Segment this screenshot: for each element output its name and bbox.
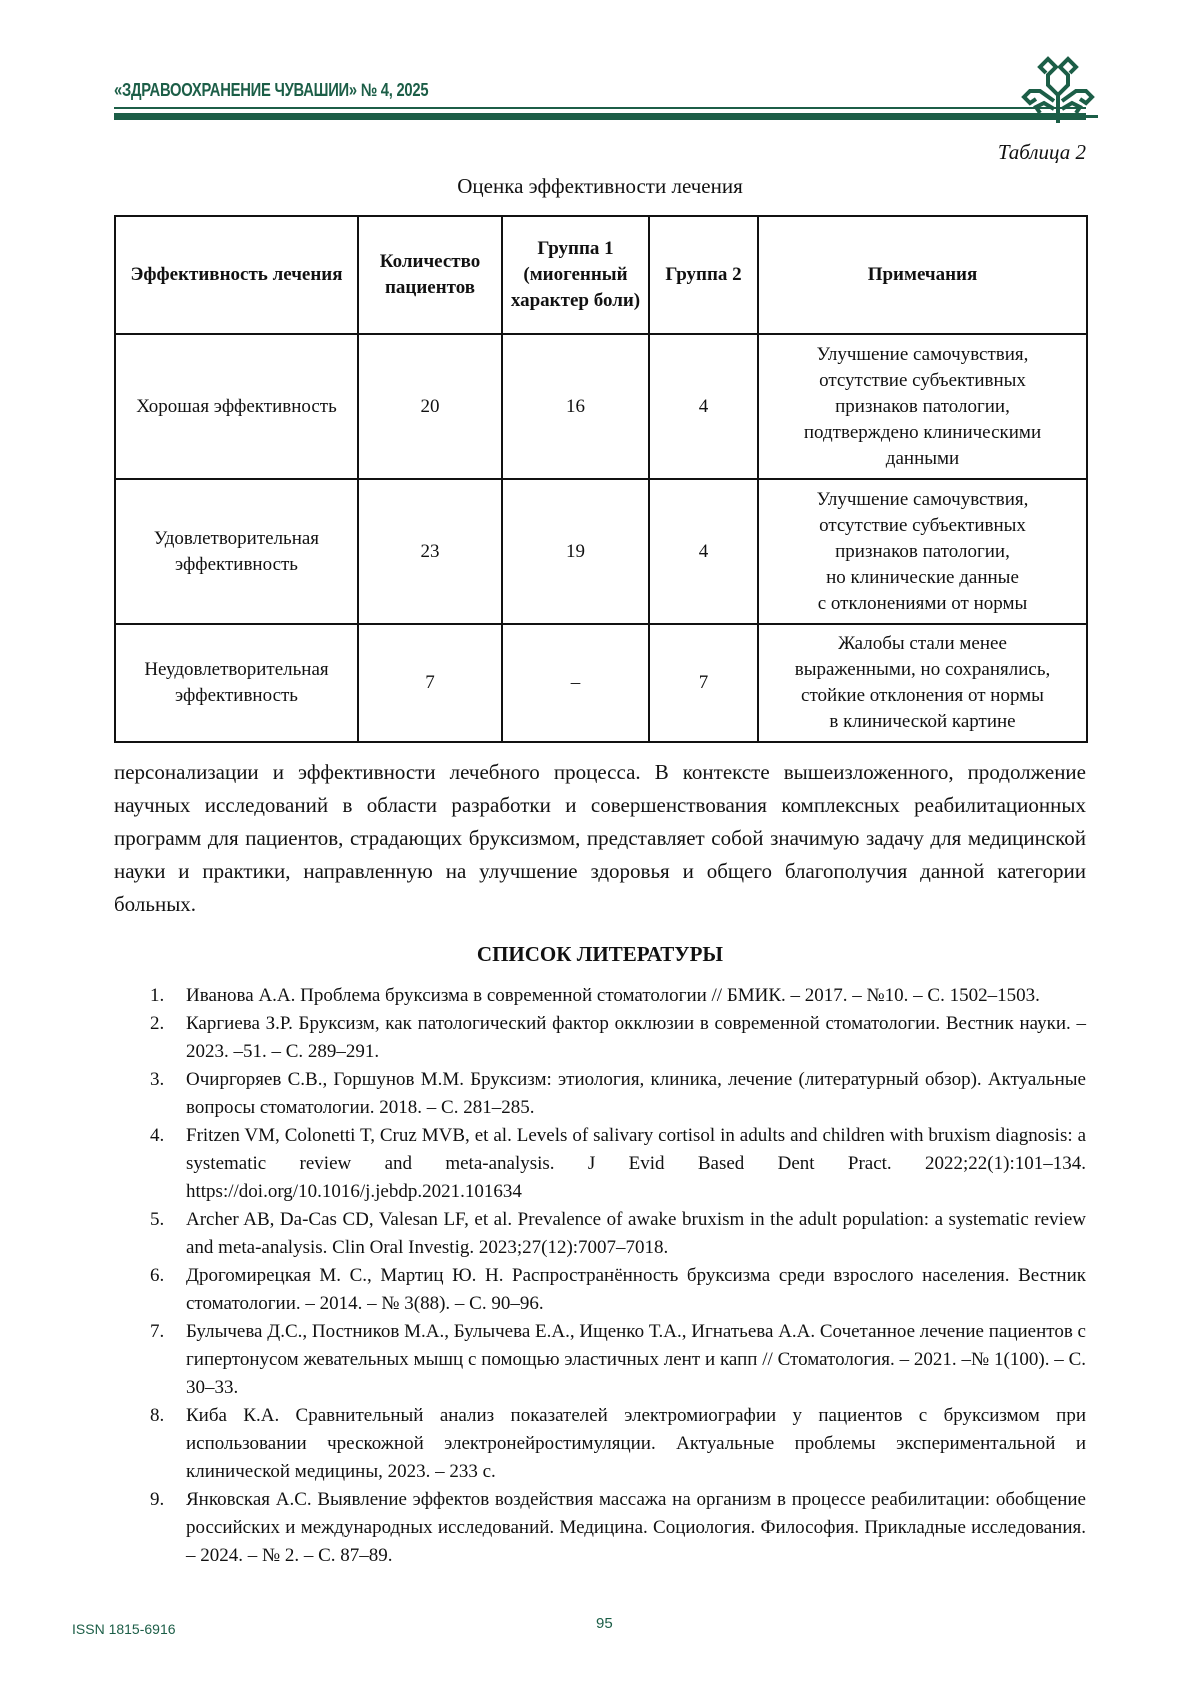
reference-item bbox=[114, 1010, 1086, 1066]
cell-group1: 19 bbox=[502, 479, 649, 624]
reference-item bbox=[114, 1262, 1086, 1318]
table-header-row bbox=[115, 216, 1087, 334]
note-line: Улучшение самочувствия, bbox=[816, 343, 1029, 365]
reference-number: 4. bbox=[150, 1125, 165, 1146]
reference-item bbox=[114, 1486, 1086, 1570]
column-header-group2: Группа 2 bbox=[649, 216, 758, 334]
note-line: подтверждено клиническими bbox=[803, 421, 1042, 443]
body-paragraph: персонализации и эффективности лечебного процесса. В контексте вышеизложенного, продолжение научных исследований в области разработки и совершенствования комплексных реабилитационных программ для пациентов, страдающих бруксизмом, представляет собой значимую задачу для медицинской науки и практики, направленную на улучшение здоровья и общего благополучия данной категории больных. bbox=[114, 760, 1086, 916]
cell-patients: 23 bbox=[358, 479, 502, 624]
page-number: 95 bbox=[596, 1615, 613, 1632]
efficacy-table bbox=[114, 215, 1088, 743]
note-line: но клинические данные bbox=[826, 566, 1019, 588]
note-line: стойкие отклонения от нормы bbox=[801, 685, 1044, 706]
footer-issn: ISSN 1815-6916 bbox=[72, 1621, 176, 1637]
note-line: в клинической картине bbox=[829, 711, 1016, 732]
chuvash-tree-emblem-icon bbox=[1018, 55, 1098, 125]
reference-text: Fritzen VM, Colonetti T, Cruz MVB, et al. Levels of salivary cortisol in adults and children with bruxism diagnosis: a systematic review and meta-analysis. J Evid Based Dent Pract. 2022;22(1):101–134. https://doi.org/10.1016/j.jebdp.2021.101634 bbox=[186, 1125, 1086, 1202]
reference-text: Янковская А.С. Выявление эффектов воздействия массажа на организм в процессе реабилитации: обобщение российских и международных исследований. Медицина. Социология. Философия. Прикладные исследования. – 2024. – № 2. – С. 87–89. bbox=[186, 1489, 1086, 1566]
reference-number: 9. bbox=[150, 1489, 165, 1510]
reference-item bbox=[114, 1402, 1086, 1486]
reference-item bbox=[114, 1066, 1086, 1122]
references-list bbox=[114, 982, 1086, 1570]
reference-item bbox=[114, 982, 1086, 1010]
reference-item bbox=[114, 1318, 1086, 1402]
reference-text: Иванова А.А. Проблема бруксизма в современной стоматологии // БМИК. – 2017. – №10. – С. 1502–1503. bbox=[186, 985, 1040, 1006]
column-header-group1: Группа 1 (миогенный характер боли) bbox=[502, 216, 649, 334]
reference-number: 8. bbox=[150, 1405, 165, 1426]
reference-number: 2. bbox=[150, 1013, 165, 1034]
reference-text: Дрогомирецкая М. С., Мартиц Ю. Н. Распространённость бруксизма среди взрослого населения. Вестник стоматологии. – 2014. – № 3(88). – С. 90–96. bbox=[186, 1265, 1086, 1314]
cell-notes bbox=[758, 479, 1087, 624]
table-title: Оценка эффективности лечения bbox=[457, 174, 743, 198]
column-header-patients: Количество пациентов bbox=[358, 216, 502, 334]
cell-efficacy: Хорошая эффективность bbox=[115, 334, 358, 479]
note-line: признаков патологии, bbox=[835, 540, 1010, 562]
note-line: Улучшение самочувствия, bbox=[816, 488, 1029, 510]
note-line: отсутствие субъективных bbox=[819, 514, 1026, 536]
table-row bbox=[115, 624, 1087, 742]
reference-number: 6. bbox=[150, 1265, 165, 1286]
note-line: признаков патологии, bbox=[835, 395, 1010, 417]
reference-text: Каргиева З.Р. Бруксизм, как патологический фактор окклюзии в современной стоматологии. Вестник науки. – 2023. –51. – С. 289–291. bbox=[186, 1013, 1086, 1062]
note-line: выраженными, но сохранялись, bbox=[794, 659, 1051, 680]
reference-item bbox=[114, 1122, 1086, 1206]
cell-efficacy: Удовлетворительная эффективность bbox=[115, 479, 358, 624]
reference-text: Булычева Д.С., Постников М.А., Булычева Е.А., Ищенко Т.А., Игнатьева А.А. Сочетанное лечение пациентов с гипертонусом жевательных мышц с помощью эластичных лент и капп // Стоматология. – 2021. –№ 1(100). – С. 30–33. bbox=[186, 1321, 1086, 1398]
reference-number: 3. bbox=[150, 1069, 165, 1090]
table-label: Таблица 2 bbox=[997, 140, 1086, 164]
header-rule-thick bbox=[114, 113, 1086, 120]
reference-number: 7. bbox=[150, 1321, 165, 1342]
cell-group1: 16 bbox=[502, 334, 649, 479]
reference-text: Киба К.А. Сравнительный анализ показателей электромиографии у пациентов с бруксизмом при использовании чрескожной электронейростимуляции. Актуальные проблемы экспериментальной и клинической медицины, 2023. – 233 с. bbox=[186, 1405, 1086, 1482]
note-line: отсутствие субъективных bbox=[819, 369, 1026, 391]
reference-text: Archer AB, Da-Cas CD, Valesan LF, et al. Prevalence of awake bruxism in the adult population: a systematic review and meta-analysis. Clin Oral Investig. 2023;27(12):7007–7018. bbox=[186, 1209, 1086, 1258]
cell-patients: 7 bbox=[358, 624, 502, 742]
note-line: с отклонениями от нормы bbox=[817, 592, 1028, 614]
column-header-notes: Примечания bbox=[758, 216, 1087, 334]
references-title: СПИСОК ЛИТЕРАТУРЫ bbox=[476, 942, 724, 966]
reference-item bbox=[114, 1206, 1086, 1262]
cell-group2: 7 bbox=[649, 624, 758, 742]
reference-number: 1. bbox=[150, 985, 165, 1006]
column-header-efficacy: Эффективность лечения bbox=[115, 216, 358, 334]
cell-group2: 4 bbox=[649, 479, 758, 624]
note-line: данными bbox=[885, 447, 960, 469]
header-rule-thin bbox=[114, 107, 1086, 109]
cell-group1: – bbox=[502, 624, 649, 742]
cell-patients: 20 bbox=[358, 334, 502, 479]
reference-number: 5. bbox=[150, 1209, 165, 1230]
table-row bbox=[115, 479, 1087, 624]
cell-efficacy: Неудовлетворительная эффективность bbox=[115, 624, 358, 742]
reference-text: Очиргоряев С.В., Горшунов М.М. Бруксизм: этиология, клиника, лечение (литературный обзор). Актуальные вопросы стоматологии. 2018. – С. 281–285. bbox=[186, 1069, 1086, 1118]
cell-notes bbox=[758, 334, 1087, 479]
cell-notes bbox=[758, 624, 1087, 742]
journal-title: «ЗДРАВООХРАНЕНИЕ ЧУВАШИИ» № 4, 2025 bbox=[114, 80, 429, 100]
cell-group2: 4 bbox=[649, 334, 758, 479]
note-line: Жалобы стали менее bbox=[838, 633, 1007, 654]
table-row bbox=[115, 334, 1087, 479]
